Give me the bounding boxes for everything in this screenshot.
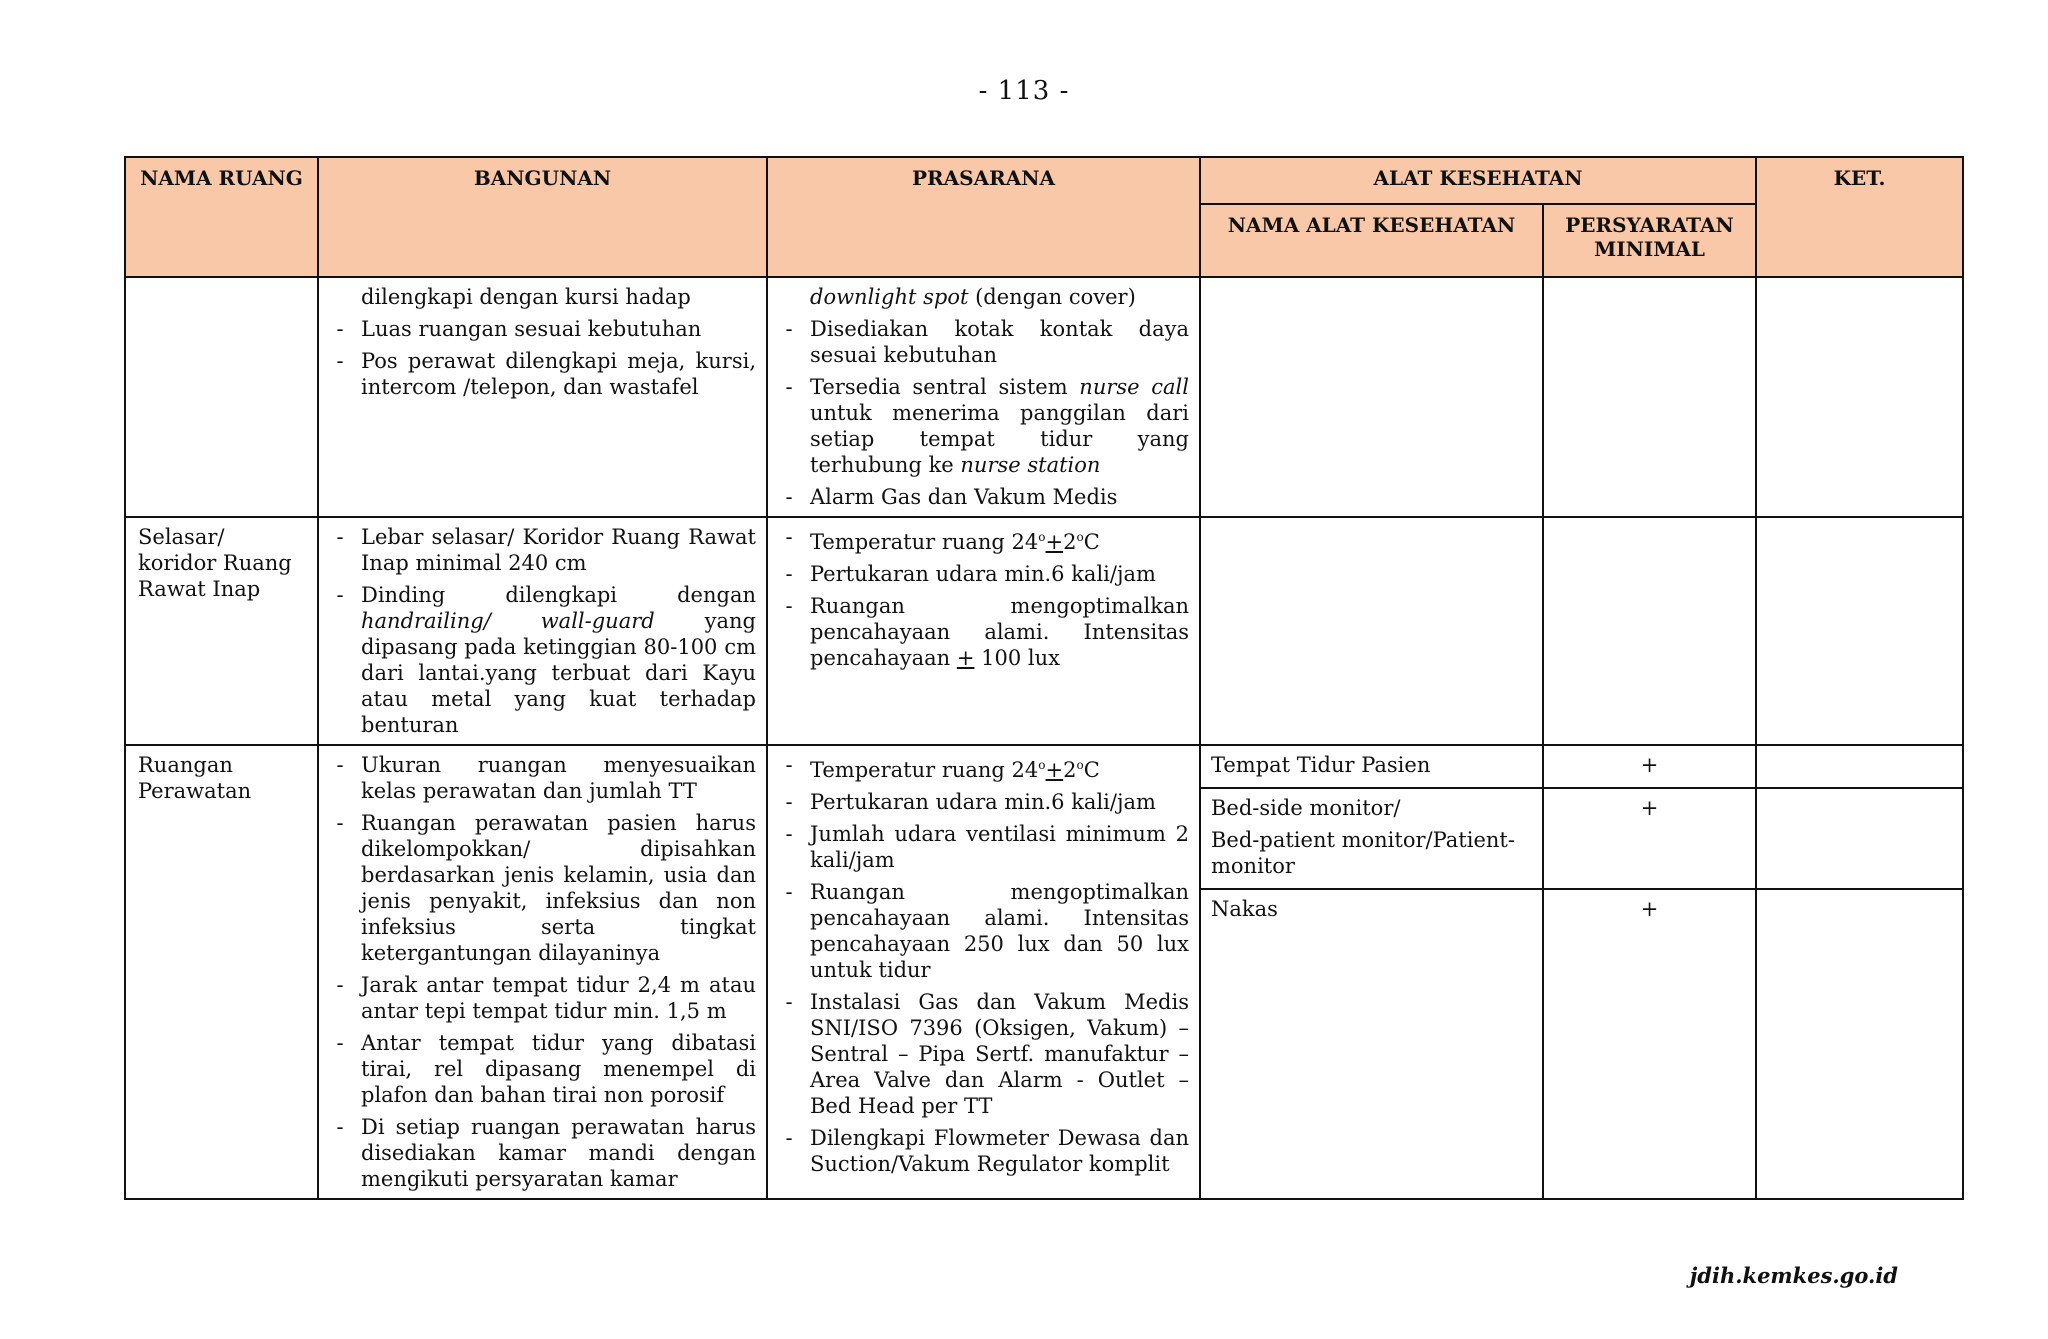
alat-name-cell — [1200, 517, 1543, 745]
alat-name-cell: Bed-side monitor/ Bed-patient monitor/Patient-monitor — [1200, 788, 1543, 889]
list-item: downlight spot (dengan cover) — [810, 285, 1136, 309]
alat-name-cell: Nakas — [1200, 889, 1543, 1199]
ket-cell — [1756, 889, 1963, 1199]
table-row — [125, 745, 1963, 788]
persyaratan-cell — [1543, 517, 1756, 745]
header-bangunan: BANGUNAN — [318, 157, 767, 277]
bangunan-cell — [318, 745, 767, 1199]
header-nama-alat: NAMA ALAT KESEHATAN — [1200, 204, 1543, 277]
list-item: - Ukuran ruangan menyesuaikan kelas perawatan dan jumlah TT — [336, 753, 756, 803]
list-item: - Alarm Gas dan Vakum Medis — [785, 485, 1118, 509]
list-item: - Temperatur ruang $24^o+2^oC$ — [785, 753, 1100, 782]
ket-cell — [1756, 745, 1963, 788]
list-item: - Ruangan perawatan pasien harus dikelompokkan/ dipisahkan berdasarkan jenis kelamin, usia dan jenis penyakit, infeksius dan non infeksius serta tingkat ketergantungan dilayaninya — [336, 811, 756, 965]
list-item: - Disediakan kotak kontak daya sesuai kebutuhan — [785, 317, 1189, 367]
room-name-cell — [125, 277, 318, 517]
persyaratan-cell — [1543, 277, 1756, 517]
list-item: - Luas ruangan sesuai kebutuhan — [336, 317, 702, 341]
header-alat-kesehatan: ALAT KESEHATAN — [1200, 157, 1756, 204]
table-row — [125, 277, 1963, 517]
list-item: - Jumlah udara ventilasi minimum 2 kali/jam — [785, 822, 1189, 872]
list-item: - Antar tempat tidur yang dibatasi tirai, rel dipasang menempel di plafon dan bahan tirai non porosif — [336, 1031, 756, 1107]
list-item: - Dinding dilengkapi dengan handrailing/ wall-guard yang dipasang pada ketinggian 80-100 cm dari lantai.yang terbuat dari Kayu atau metal yang kuat terhadap benturan — [336, 583, 756, 737]
list-item: - Pertukaran udara min.6 kali/jam — [785, 562, 1156, 586]
alat-name-cell: Tempat Tidur Pasien — [1200, 745, 1543, 788]
persyaratan-cell: + — [1543, 889, 1756, 1199]
header-persyaratan: PERSYARATAN MINIMAL — [1543, 204, 1756, 277]
persyaratan-cell: + — [1543, 788, 1756, 889]
list-item: dilengkapi dengan kursi hadap — [361, 285, 691, 309]
list-item: - Tersedia sentral sistem nurse call untuk menerima panggilan dari setiap tempat tidur yang terhubung ke nurse station — [785, 375, 1189, 477]
bangunan-cell — [318, 277, 767, 517]
list-item: - Dilengkapi Flowmeter Dewasa dan Suction/Vakum Regulator komplit — [785, 1126, 1189, 1176]
bangunan-cell — [318, 517, 767, 745]
header-prasarana: PRASARANA — [767, 157, 1200, 277]
room-name-cell: Selasar/ koridor Ruang Rawat Inap — [125, 517, 318, 745]
list-item: - Ruangan mengoptimalkan pencahayaan alami. Intensitas pencahayaan + 100 lux — [785, 594, 1189, 670]
requirements-table — [124, 156, 1964, 1200]
page-number: - 113 - — [978, 76, 1070, 106]
prasarana-cell — [767, 277, 1200, 517]
persyaratan-cell: + — [1543, 745, 1756, 788]
list-item: - Ruangan mengoptimalkan pencahayaan alami. Intensitas pencahayaan 250 lux dan 50 lux untuk tidur — [785, 880, 1189, 982]
ket-cell — [1756, 277, 1963, 517]
ket-cell — [1756, 788, 1963, 889]
header-row-1 — [125, 157, 1963, 204]
alat-name-cell — [1200, 277, 1543, 517]
list-item: - Pertukaran udara min.6 kali/jam — [785, 790, 1156, 814]
room-name-cell: Ruangan Perawatan — [125, 745, 318, 1199]
header-nama-ruang: NAMA RUANG — [125, 157, 318, 277]
list-item: - Instalasi Gas dan Vakum Medis SNI/ISO 7396 (Oksigen, Vakum) – Sentral – Pipa Sertf. manufaktur – Area Valve dan Alarm - Outlet – Bed Head per TT — [785, 990, 1189, 1118]
list-item: - Jarak antar tempat tidur 2,4 m atau antar tepi tempat tidur min. 1,5 m — [336, 973, 756, 1023]
footer-source-url: jdih.kemkes.go.id — [1689, 1263, 1898, 1288]
prasarana-cell — [767, 517, 1200, 745]
prasarana-cell — [767, 745, 1200, 1199]
list-item: - Pos perawat dilengkapi meja, kursi, intercom /telepon, dan wastafel — [336, 349, 756, 399]
ket-cell — [1756, 517, 1963, 745]
list-item: - Di setiap ruangan perawatan harus disediakan kamar mandi dengan mengikuti persyaratan kamar — [336, 1115, 756, 1191]
list-item: - Lebar selasar/ Koridor Ruang Rawat Inap minimal 240 cm — [336, 525, 756, 575]
header-ket: KET. — [1756, 157, 1963, 277]
list-item: - Temperatur ruang $24^o+2^oC$ — [785, 525, 1100, 554]
table-row — [125, 517, 1963, 745]
